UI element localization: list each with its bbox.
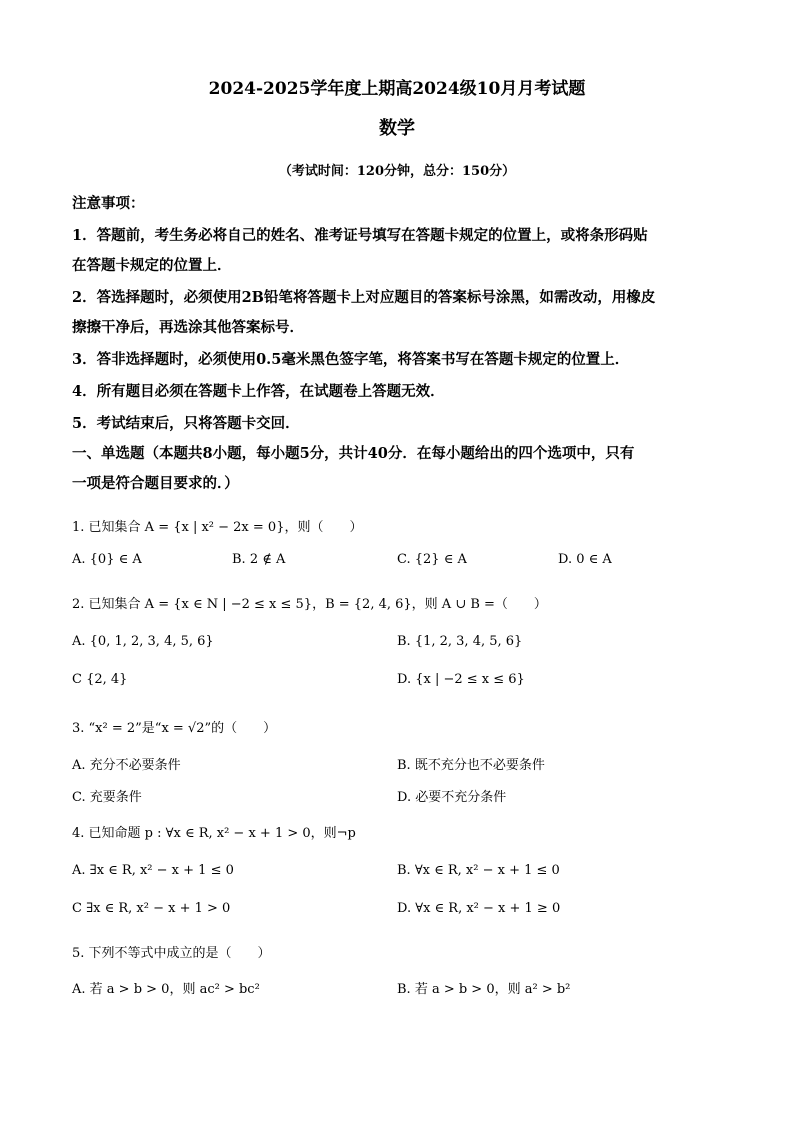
question-3-stem: 3. “x² = 2”是“x = √2”的（ ） <box>72 721 277 736</box>
note-line: 擦擦干净后，再选涂其他答案标号． <box>72 319 304 336</box>
question-4-option-b: B. ∀x ∈ R, x² − x + 1 ≤ 0 <box>397 863 560 878</box>
question-5-option-b: B. 若 a > b > 0，则 a² > b² <box>397 982 571 997</box>
question-1-option-c: C. {2} ∈ A <box>397 552 467 567</box>
note-line: 2．答选择题时，必须使用2B铅笔将答题卡上对应题目的答案标号涂黑，如需改动，用橡皮 <box>72 289 656 306</box>
question-4-option-a: A. ∃x ∈ R, x² − x + 1 ≤ 0 <box>72 863 234 878</box>
exam-title: 2024-2025学年度上期高2024级10月月考试题 <box>208 79 586 99</box>
exam-meta: （考试时间：120分钟，总分：150分） <box>278 164 516 179</box>
note-line: 1．答题前，考生务必将自己的姓名、准考证号填写在答题卡规定的位置上，或将条形码贴 <box>72 227 648 244</box>
question-2-option-b: B. {1, 2, 3, 4, 5, 6} <box>397 634 523 649</box>
note-line: 3．答非选择题时，必须使用0.5毫米黑色签字笔，将答案书写在答题卡规定的位置上． <box>72 351 630 368</box>
question-1-stem: 1. 已知集合 A = {x | x² − 2x = 0}，则（ ） <box>72 520 363 535</box>
notes-heading: 注意事项： <box>72 195 145 212</box>
section-heading-cont: 一项是符合题目要求的．） <box>72 475 239 492</box>
question-2-stem: 2. 已知集合 A = {x ∈ N | −2 ≤ x ≤ 5}，B = {2, 4, 6}，则 A ∪ B =（ ） <box>72 597 547 612</box>
question-4-option-c: C ∃x ∈ R, x² − x + 1 > 0 <box>72 901 231 916</box>
question-5-stem: 5. 下列不等式中成立的是（ ） <box>72 946 271 961</box>
question-3-option-a: A. 充分不必要条件 <box>72 758 181 773</box>
question-2-option-a: A. {0, 1, 2, 3, 4, 5, 6} <box>72 634 214 649</box>
question-2-option-c: C {2, 4} <box>72 672 128 687</box>
question-3-option-b: B. 既不充分也不必要条件 <box>397 758 545 773</box>
section-heading: 一、单选题（本题共8小题，每小题5分，共计40分．在每小题给出的四个选项中，只有 <box>72 445 635 462</box>
question-3-option-d: D. 必要不充分条件 <box>397 790 507 805</box>
question-4-stem: 4. 已知命题 p : ∀x ∈ R, x² − x + 1 > 0，则¬p <box>72 826 356 841</box>
question-1-option-a: A. {0} ∈ A <box>72 552 142 567</box>
question-2-option-d: D. {x | −2 ≤ x ≤ 6} <box>397 672 525 687</box>
question-1-option-d: D. 0 ∈ A <box>558 552 612 567</box>
question-5-option-a: A. 若 a > b > 0，则 ac² > bc² <box>72 982 260 997</box>
note-line: 4．所有题目必须在答题卡上作答，在试题卷上答题无效． <box>72 383 445 400</box>
note-line: 在答题卡规定的位置上． <box>72 257 232 274</box>
subject-title: 数学 <box>379 118 415 139</box>
note-line: 5．考试结束后，只将答题卡交回． <box>72 415 300 432</box>
question-1-option-b: B. 2 ∉ A <box>232 552 286 567</box>
question-3-option-c: C. 充要条件 <box>72 790 142 805</box>
question-4-option-d: D. ∀x ∈ R, x² − x + 1 ≥ 0 <box>397 901 561 916</box>
